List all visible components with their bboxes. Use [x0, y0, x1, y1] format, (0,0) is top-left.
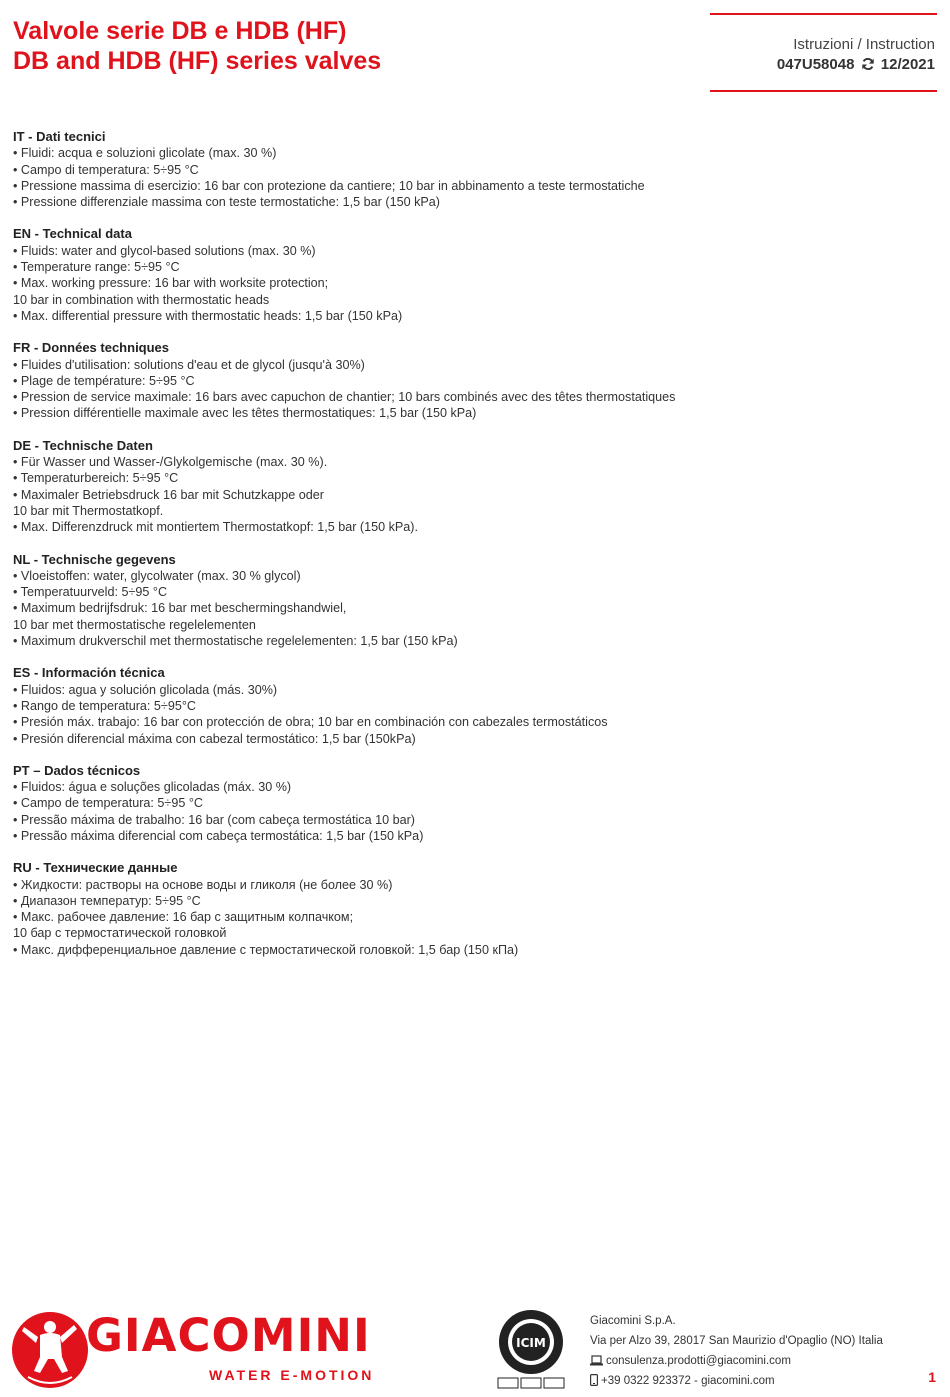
- spec-line: 10 бар с термостатической головкой: [13, 926, 227, 941]
- company-info: [590, 1311, 883, 1391]
- section-heading: RU - Технические данные: [13, 860, 178, 876]
- section-heading: DE - Technische Daten: [13, 437, 153, 453]
- company-phone-row: [590, 1371, 883, 1391]
- section-pt: [13, 763, 913, 844]
- spec-line: • Pressione differenziale massima con teste termostatiche: 1,5 bar (150 kPa): [13, 195, 440, 210]
- spec-line: • Maximum drukverschil met thermostatische regelelementen: 1,5 bar (150 kPa): [13, 634, 458, 649]
- spec-line: • Maximum bedrijfsdruk: 16 bar met beschermingshandwiel,: [13, 601, 347, 616]
- company-phone-website[interactable]: +39 0322 923372 - giacomini.com: [601, 1375, 775, 1387]
- spec-line: • Max. Differenzdruck mit montiertem Thermostatkopf: 1,5 bar (150 kPa).: [13, 520, 418, 535]
- spec-line: • Макс. дифференциальное давление с термостатической головкой: 1,5 бар (150 кПа): [13, 942, 519, 957]
- spec-line: • Max. differential pressure with thermostatic heads: 1,5 bar (150 kPa): [13, 308, 403, 323]
- document-date: 12/2021: [880, 56, 935, 73]
- section-en: [13, 226, 913, 324]
- brand-name: GIACOMINI: [86, 1309, 371, 1362]
- title-english: DB and HDB (HF) series valves: [13, 47, 382, 75]
- spec-line: • Fluides d'utilisation: solutions d'eau et de glycol (jusqu'à 30%): [13, 357, 365, 372]
- company-name: Giacomini S.p.A.: [590, 1315, 676, 1327]
- document-title: [13, 16, 381, 76]
- svg-text:ICIM: ICIM: [516, 1336, 546, 1350]
- section-heading: NL - Technische gegevens: [13, 551, 176, 567]
- section-de: [13, 438, 913, 536]
- spec-line: • Maximaler Betriebsdruck 16 bar mit Schutzkappe oder: [13, 487, 324, 502]
- page-number: 1: [928, 1369, 936, 1385]
- phone-icon: [590, 1374, 598, 1386]
- instruction-label: Istruzioni / Instruction: [793, 36, 935, 53]
- section-it: [13, 129, 913, 210]
- spec-line: • Fluidos: agua y solución glicolada (más. 30%): [13, 682, 278, 697]
- spec-line: • Max. working pressure: 16 bar with worksite protection;: [13, 276, 329, 291]
- spec-line: • Fluidi: acqua e soluzioni glicolate (max. 30 %): [13, 146, 277, 161]
- section-es: [13, 665, 913, 746]
- brand-slogan: WATER E-MOTION: [209, 1367, 375, 1383]
- spec-line: 10 bar in combination with thermostatic heads: [13, 292, 270, 307]
- spec-line: • Presión diferencial máxima con cabezal termostático: 1,5 bar (150kPa): [13, 731, 416, 746]
- company-address: Via per Alzo 39, 28017 San Maurizio d'Opaglio (NO) Italia: [590, 1335, 883, 1347]
- refresh-icon: [861, 57, 875, 71]
- section-heading: EN - Technical data: [13, 226, 132, 242]
- spec-line: • Temperature range: 5÷95 °C: [13, 260, 180, 275]
- spec-line: • Presión máx. trabajo: 16 bar con protección de obra; 10 bar en combinación con cabezales termostáticos: [13, 715, 608, 730]
- spec-line: • Pressão máxima de trabalho: 16 bar (com cabeça termostática 10 bar): [13, 812, 415, 827]
- document-code: [777, 56, 935, 73]
- spec-line: • Pressione massima di esercizio: 16 bar con protezione da cantiere; 10 bar in abbinamento a teste termostatiche: [13, 178, 645, 193]
- section-heading: ES - Información técnica: [13, 665, 165, 681]
- laptop-icon: [590, 1355, 603, 1366]
- spec-line: • Temperaturbereich: 5÷95 °C: [13, 471, 179, 486]
- company-email-row: [590, 1351, 883, 1371]
- spec-line: • Campo di temperatura: 5÷95 °C: [13, 162, 199, 177]
- section-heading: IT - Dati tecnici: [13, 129, 106, 144]
- spec-line: • Pressão máxima diferencial com cabeça termostática: 1,5 bar (150 kPa): [13, 828, 424, 843]
- spec-line: • Fluidos: água e soluções glicoladas (máx. 30 %): [13, 780, 292, 795]
- icim-certification-icon: [494, 1308, 568, 1390]
- section-nl: [13, 552, 913, 650]
- spec-line: 10 bar mit Thermostatkopf.: [13, 503, 164, 518]
- company-email[interactable]: consulenza.prodotti@giacomini.com: [606, 1355, 791, 1367]
- spec-line: 10 bar met thermostatische regelelementen: [13, 617, 256, 632]
- section-heading: PT – Dados técnicos: [13, 762, 141, 778]
- section-fr: [13, 340, 913, 421]
- spec-line: • Für Wasser und Wasser-/Glykolgemische (max. 30 %).: [13, 455, 328, 470]
- spec-line: • Pression différentielle maximale avec les têtes thermostatiques: 1,5 bar (150 kPa): [13, 406, 477, 421]
- spec-line: • Rango de temperatura: 5÷95°C: [13, 698, 196, 713]
- spec-line: • Макс. рабочее давление: 16 бар с защитным колпачком;: [13, 910, 354, 925]
- document-code-number: 047U58048: [776, 56, 855, 73]
- spec-line: • Plage de température: 5÷95 °C: [13, 373, 195, 388]
- title-italian: Valvole serie DB e HDB (HF): [13, 17, 347, 45]
- spec-line: • Диапазон температур: 5÷95 °C: [13, 893, 201, 908]
- spec-line: • Fluids: water and glycol-based solutions (max. 30 %): [13, 243, 316, 258]
- section-heading: FR - Données techniques: [13, 340, 170, 356]
- document-info-box: [710, 13, 937, 92]
- spec-line: • Жидкости: растворы на основе воды и гликоля (не более 30 %): [13, 877, 393, 892]
- spec-line: • Temperatuurveld: 5÷95 °C: [13, 585, 168, 600]
- spec-line: • Pression de service maximale: 16 bars avec capuchon de chantier; 10 bars combinés avec des têtes thermostatiques: [13, 390, 676, 405]
- spec-line: • Vloeistoffen: water, glycolwater (max. 30 % glycol): [13, 568, 301, 583]
- section-ru: [13, 860, 913, 958]
- technical-data-sections: [13, 129, 913, 974]
- spec-line: • Campo de temperatura: 5÷95 °C: [13, 796, 203, 811]
